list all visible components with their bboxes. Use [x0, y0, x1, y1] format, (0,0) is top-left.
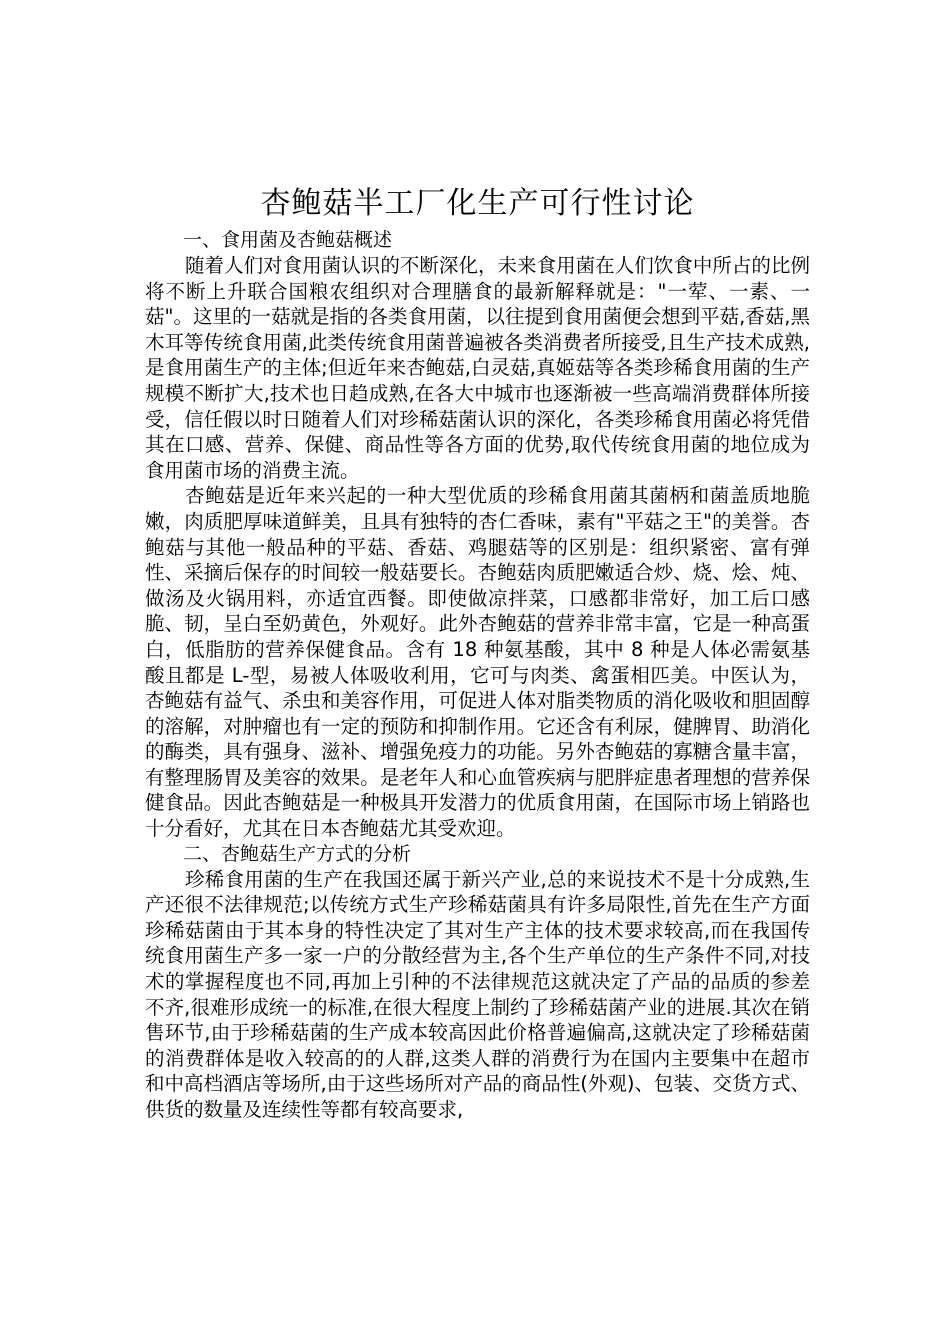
section-heading-1: 一、食用菌及杏鲍菇概述	[183, 229, 393, 251]
document-title: 杏鲍菇半工厂化生产可行性讨论	[260, 186, 695, 221]
paragraph-3: 珍稀食用菌的生产在我国还属于新兴产业,总的来说技术不是十分成熟,生产还很不法律规范;以传统方式生产珍稀菇菌具有许多局限性,首先在生产方面珍稀菇菌由于其本身的特性决定了其对生产主体的技术要求较高,而在我国传统食用菌生产多一家一户的分散经营为主,各个生产单位的生产条件不同,对技术的掌握程度也不同,再加上引种的不法律规范这就决定了产品的品质的参差不齐,很难形成统一的标准,在很大程度上制约了珍稀菇菌产业的进展.其次在销售环节,由于珍稀菇菌的生产成本较高因此价格普遍偏高,这就决定了珍稀菇菌的消费群体是收入较高的的人群,这类人群的消费行为在国内主要集中在超市和中高档酒店等场所,由于这些场所对产品的商品性(外观)、包装、交货方式、供货的数量及连续性等都有较高要求,	[145, 867, 810, 1121]
paragraph-2: 杏鲍菇是近年来兴起的一种大型优质的珍稀食用菌其菌柄和菌盖质地脆嫩，肉质肥厚味道鲜美，且具有独特的杏仁香味，素有"平菇之王"的美誉。杏鲍菇与其他一般品种的平菇、香菇、鸡腿菇等的区别是：组织紧密、富有弹性、采摘后保存的时间较一般菇要长。杏鲍菇肉质肥嫩适合炒、烧、烩、炖、做汤及火锅用料，亦适宜西餐。即使做凉拌菜，口感都非常好，加工后口感脆、韧，呈白至奶黄色，外观好。此外杏鲍菇的营养非常丰富，它是一种高蛋白，低脂肪的营养保健食品。含有 18 种氨基酸，其中 8 种是人体必需氨基酸且都是 L-型，易被人体吸收利用，它可与肉类、禽蛋相匹美。中医认为，杏鲍菇有益气、杀虫和美容作用，可促进人体对脂类物质的消化吸收和胆固醇的溶解，对肿瘤也有一定的预防和抑制作用。它还含有利尿，健脾胃、助消化的酶类，具有强身、滋补、增强免疫力的功能。另外杏鲍菇的寡糖含量丰富，有整理肠胃及美容的效果。是老年人和心血管疾病与肥胖症患者理想的营养保健食品。因此杏鲍菇是一种极具开发潜力的优质食用菌，在国际市场上销路也十分看好，尤其在日本杏鲍菇尤其受欢迎。	[145, 484, 810, 841]
paragraph-1: 随着人们对食用菌认识的不断深化，未来食用菌在人们饮食中所占的比例将不断上升联合国粮农组织对合理膳食的最新解释就是："一荤、一素、一菇"。这里的一菇就是指的各类食用菌，以往提到食用菌便会想到平菇,香菇,黑木耳等传统食用菌,此类传统食用菌普遍被各类消费者所接受,且生产技术成熟,是食用菌生产的主体;但近年来杏鲍菇,白灵菇,真姬菇等各类珍稀食用菌的生产规模不断扩大,技术也日趋成熟,在各大中城市也逐渐被一些高端消费群体所接受，信任假以时日随着人们对珍稀菇菌认识的深化，各类珍稀食用菌必将凭借其在口感、营养、保健、商品性等各方面的优势,取代传统食用菌的地位成为食用菌市场的消费主流。	[145, 254, 810, 482]
document-page	[145, 186, 810, 1123]
section-heading-2: 二、杏鲍菇生产方式的分析	[183, 842, 412, 865]
